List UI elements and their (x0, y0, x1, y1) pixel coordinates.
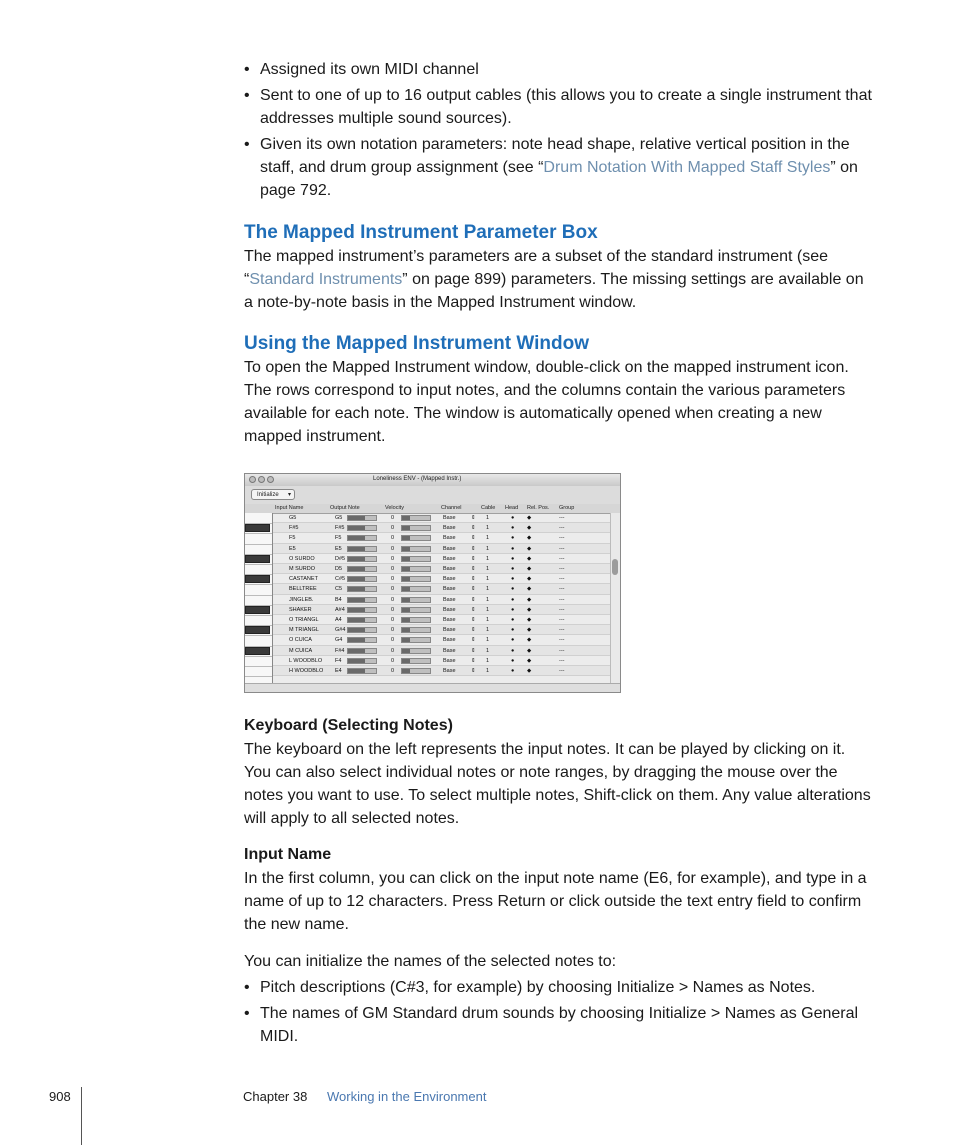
channel-stepper-icon[interactable]: ⇕ (471, 647, 476, 654)
cell-name[interactable]: BELLTREE (289, 586, 317, 593)
cell-head[interactable]: ● (511, 566, 515, 572)
cell-name[interactable]: G5 (289, 515, 297, 521)
output-note-bar[interactable] (347, 586, 377, 592)
channel-stepper-icon[interactable]: ⇕ (471, 545, 476, 552)
white-key-divider (245, 533, 272, 534)
cell-pos[interactable]: ◆ (527, 668, 532, 674)
cell-chan[interactable]: Base (443, 535, 456, 542)
window-toolbar (245, 486, 620, 505)
cell-name[interactable]: JINGLEB. (289, 596, 314, 603)
velocity-bar[interactable] (401, 525, 431, 531)
cell-note[interactable]: G#4 (335, 627, 346, 634)
section-paragraph: In the first column, you can click on the input note name (E6, for example), and type in a name of up to 12 characters. Press Return or click outside the text entry field to confirm the new name. (244, 870, 867, 933)
cell-head[interactable]: ● (511, 657, 515, 664)
cell-note[interactable]: F#4 (335, 647, 345, 654)
table-row[interactable] (273, 646, 611, 656)
bullet-text: Assigned its own MIDI channel (260, 61, 479, 78)
cell-pos[interactable]: ◆ (527, 535, 532, 542)
section-heading-mapped-window: Using the Mapped Instrument Window (244, 333, 589, 354)
output-note-bar[interactable] (347, 668, 377, 674)
table-row[interactable] (273, 544, 611, 554)
initialize-menu[interactable] (251, 489, 295, 500)
cell-chan[interactable]: Base (443, 668, 456, 674)
output-note-bar[interactable] (347, 648, 377, 654)
black-key[interactable] (245, 647, 270, 655)
output-note-bar[interactable] (347, 546, 377, 552)
cell-chan[interactable]: Base (443, 525, 456, 532)
cell-pos[interactable]: ◆ (527, 596, 532, 603)
cell-vel[interactable]: 0 (391, 555, 395, 562)
cell-name[interactable]: F5 (289, 535, 296, 542)
table-row[interactable] (273, 595, 611, 605)
white-key-divider (245, 564, 272, 565)
velocity-bar[interactable] (401, 515, 431, 521)
channel-stepper-icon[interactable]: ⇕ (471, 535, 476, 542)
cell-pos[interactable]: ◆ (527, 555, 532, 562)
channel-stepper-icon[interactable]: ⇕ (471, 525, 476, 532)
cell-head[interactable]: ● (511, 596, 515, 603)
cell-name[interactable]: E5 (289, 545, 296, 552)
initialize-bullet-list (244, 976, 874, 1051)
output-note-bar[interactable] (347, 566, 377, 572)
cell-name[interactable]: L WOODBLO (289, 657, 323, 664)
window-title: Loneliness ENV - (Mapped Instr.) (373, 476, 462, 482)
cell-note[interactable]: A#4 (335, 606, 345, 613)
cell-pos[interactable]: ◆ (527, 606, 532, 613)
output-note-bar[interactable] (347, 658, 377, 664)
table-row[interactable] (273, 625, 611, 635)
cell-group[interactable]: --- (559, 617, 565, 623)
cell-vel[interactable]: 0 (391, 515, 395, 521)
intro-bullet-list (244, 58, 874, 205)
cell-cable[interactable]: 1 (486, 637, 490, 644)
cell-chan[interactable]: Base (443, 606, 456, 613)
velocity-bar[interactable] (401, 576, 431, 582)
cell-pos[interactable]: ◆ (527, 515, 532, 521)
table-row[interactable] (273, 533, 611, 543)
cell-vel[interactable]: 0 (391, 596, 395, 603)
bullet-text: The names of GM Standard drum sounds by choosing Initialize > Names as General MIDI. (260, 1005, 859, 1045)
cell-cable[interactable]: 1 (486, 555, 490, 562)
cell-vel[interactable]: 0 (391, 637, 395, 644)
velocity-bar[interactable] (401, 566, 431, 572)
cell-note[interactable]: C5 (335, 586, 343, 593)
cell-pos[interactable]: ◆ (527, 657, 532, 664)
scroll-thumb[interactable] (612, 559, 618, 575)
table-row[interactable] (273, 564, 611, 574)
channel-stepper-icon[interactable]: ⇕ (471, 668, 476, 674)
cell-head[interactable]: ● (511, 586, 515, 593)
cell-name[interactable]: O SURDO (289, 555, 315, 562)
column-header[interactable]: Input Name (275, 505, 304, 511)
cell-note[interactable]: F4 (335, 657, 342, 664)
output-note-bar[interactable] (347, 617, 377, 623)
cell-note[interactable]: A4 (335, 617, 342, 623)
cell-group[interactable]: --- (559, 668, 565, 674)
mapped-instrument-window (244, 473, 621, 693)
cell-vel[interactable]: 0 (391, 535, 395, 542)
cell-name[interactable]: F#5 (289, 525, 299, 532)
cell-group[interactable]: --- (559, 555, 565, 562)
cell-pos[interactable]: ◆ (527, 647, 532, 654)
cell-head[interactable]: ● (511, 576, 515, 583)
table-row[interactable] (273, 584, 611, 594)
cell-note[interactable]: F#5 (335, 525, 345, 532)
section-paragraph: To open the Mapped Instrument window, double-click on the mapped instrument icon. The rows correspond to input notes, and the columns contain the various parameters available for each note. The window is automatically opened when creating a new mapped instrument. (244, 359, 849, 445)
cell-cable[interactable]: 1 (486, 535, 490, 542)
cell-chan[interactable]: Base (443, 596, 456, 603)
bullet-text: Pitch descriptions (C#3, for example) by choosing Initialize > Names as Notes. (260, 979, 816, 996)
velocity-bar[interactable] (401, 607, 431, 613)
cell-vel[interactable]: 0 (391, 525, 395, 532)
cell-head[interactable]: ● (511, 647, 515, 654)
velocity-bar[interactable] (401, 617, 431, 623)
channel-stepper-icon[interactable]: ⇕ (471, 617, 476, 623)
cell-head[interactable]: ● (511, 515, 515, 521)
cell-group[interactable]: --- (559, 545, 565, 552)
cell-chan[interactable]: Base (443, 617, 456, 623)
cell-group[interactable]: --- (559, 576, 565, 583)
para-text: The mapped instrument’s parameters are a subset of the standard instrument (see “ (244, 248, 829, 288)
velocity-bar[interactable] (401, 546, 431, 552)
subheading-input-name: Input Name (244, 846, 332, 863)
channel-stepper-icon[interactable]: ⇕ (471, 606, 476, 613)
cell-name[interactable]: O TRIANGL (289, 617, 319, 623)
table-row[interactable] (273, 574, 611, 584)
velocity-bar[interactable] (401, 597, 431, 603)
cell-vel[interactable]: 0 (391, 617, 395, 623)
bullet-item (244, 1002, 874, 1048)
white-key-divider (245, 676, 272, 677)
cell-group[interactable]: --- (559, 525, 565, 532)
page-number: 908 (49, 1089, 71, 1104)
output-note-bar[interactable] (347, 607, 377, 613)
channel-stepper-icon[interactable]: ⇕ (471, 627, 476, 634)
cell-pos[interactable]: ◆ (527, 637, 532, 644)
cell-chan[interactable]: Base (443, 657, 456, 664)
bullet-item (244, 976, 874, 999)
white-key-divider (245, 615, 272, 616)
velocity-bar[interactable] (401, 668, 431, 674)
velocity-bar[interactable] (401, 627, 431, 633)
bullet-item (244, 133, 874, 202)
cell-group[interactable]: --- (559, 566, 565, 572)
cell-group[interactable]: --- (559, 586, 565, 593)
cell-head[interactable]: ● (511, 637, 515, 644)
cell-head[interactable]: ● (511, 606, 515, 613)
cell-note[interactable]: B4 (335, 596, 342, 603)
cell-note[interactable]: G4 (335, 637, 343, 644)
cell-chan[interactable]: Base (443, 647, 456, 654)
section-heading-parameter-box: The Mapped Instrument Parameter Box (244, 222, 598, 243)
cell-pos[interactable]: ◆ (527, 545, 532, 552)
white-key-divider (245, 656, 272, 657)
table-row[interactable] (273, 554, 611, 564)
channel-stepper-icon[interactable]: ⇕ (471, 576, 476, 583)
cell-vel[interactable]: 0 (391, 576, 395, 583)
cell-note[interactable]: C#5 (335, 576, 346, 583)
column-header[interactable]: Channel (441, 505, 462, 511)
horizontal-scrollbar[interactable] (245, 683, 620, 692)
section-paragraph: The keyboard on the left represents the input notes. It can be played by clicking on it. You can also select individual notes or note ranges, by dragging the mouse over the notes you want to use. To select multiple notes, Shift-click on them. Any value alterations will apply to all selected notes. (244, 741, 871, 827)
section-paragraph (244, 245, 874, 314)
velocity-bar[interactable] (401, 648, 431, 654)
cell-chan[interactable]: Base (443, 515, 456, 521)
output-note-bar[interactable] (347, 597, 377, 603)
table-row[interactable] (273, 666, 611, 676)
output-note-bar[interactable] (347, 556, 377, 562)
velocity-bar[interactable] (401, 637, 431, 643)
drum-notation-link[interactable]: Drum Notation With Mapped Staff Styles (543, 159, 831, 176)
standard-instruments-link[interactable]: Standard Instruments (249, 271, 403, 288)
channel-stepper-icon[interactable]: ⇕ (471, 657, 476, 664)
bullet-text: Sent to one of up to 16 output cables (this allows you to create a single instrument that addresses multiple sound sources). (260, 87, 872, 127)
table-row[interactable] (273, 656, 611, 666)
cell-group[interactable]: --- (559, 627, 565, 634)
channel-stepper-icon[interactable]: ⇕ (471, 637, 476, 644)
cell-head[interactable]: ● (511, 525, 515, 532)
cell-note[interactable]: E4 (335, 668, 342, 674)
black-key[interactable] (245, 524, 270, 532)
cell-cable[interactable]: 1 (486, 627, 490, 634)
output-note-bar[interactable] (347, 637, 377, 643)
cell-cable[interactable]: 1 (486, 545, 490, 552)
cell-head[interactable]: ● (511, 627, 515, 634)
cell-cable[interactable]: 1 (486, 617, 490, 623)
table-row[interactable] (273, 605, 611, 615)
bullet-item (244, 84, 874, 130)
table-row[interactable] (273, 635, 611, 645)
cell-pos[interactable]: ◆ (527, 566, 532, 572)
cell-vel[interactable]: 0 (391, 586, 395, 593)
output-note-bar[interactable] (347, 515, 377, 521)
cell-vel[interactable]: 0 (391, 647, 395, 654)
velocity-bar[interactable] (401, 556, 431, 562)
cell-head[interactable]: ● (511, 617, 515, 623)
cell-pos[interactable]: ◆ (527, 617, 532, 623)
cell-note[interactable]: D5 (335, 566, 343, 572)
footer-chapter: Chapter 38 (243, 1089, 308, 1104)
cell-vel[interactable]: 0 (391, 627, 395, 634)
initialize-label: Initialize (257, 492, 279, 498)
output-note-bar[interactable] (347, 525, 377, 531)
table-row[interactable] (273, 513, 611, 523)
cell-vel[interactable]: 0 (391, 545, 395, 552)
table-row[interactable] (273, 615, 611, 625)
cell-group[interactable]: --- (559, 515, 565, 521)
black-key[interactable] (245, 606, 270, 614)
cell-name[interactable]: H WOODBLO (289, 668, 324, 674)
note-table (273, 513, 611, 685)
white-key-divider (245, 666, 272, 667)
cell-pos[interactable]: ◆ (527, 586, 532, 593)
cell-cable[interactable]: 1 (486, 576, 490, 583)
cell-chan[interactable]: Base (443, 566, 456, 572)
cell-note[interactable]: F5 (335, 535, 342, 542)
cell-pos[interactable]: ◆ (527, 627, 532, 634)
bullet-item (244, 58, 874, 81)
bullet-text: Given its own notation parameters: note head shape, relative vertical position in the staff, and drum group assignment (see “ (260, 136, 850, 176)
cell-vel[interactable]: 0 (391, 606, 395, 613)
output-note-bar[interactable] (347, 535, 377, 541)
cell-cable[interactable]: 1 (486, 657, 490, 664)
cell-name[interactable]: CASTANET (289, 576, 318, 583)
section-paragraph: You can initialize the names of the selected notes to: (244, 953, 617, 970)
cell-head[interactable]: ● (511, 535, 515, 542)
cell-vel[interactable]: 0 (391, 566, 395, 572)
cell-cable[interactable]: 1 (486, 586, 490, 593)
footer-chapter-title[interactable]: Working in the Environment (327, 1089, 487, 1104)
vertical-scrollbar[interactable] (610, 513, 620, 685)
white-key-divider (245, 544, 272, 545)
column-header[interactable]: Head (505, 505, 519, 511)
cell-cable[interactable]: 1 (486, 647, 490, 654)
piano-keyboard[interactable] (245, 513, 273, 685)
cell-cable[interactable]: 1 (486, 596, 490, 603)
cell-cable[interactable]: 1 (486, 515, 490, 521)
cell-head[interactable]: ● (511, 545, 515, 552)
channel-stepper-icon[interactable]: ⇕ (471, 515, 476, 521)
column-header[interactable]: Velocity (385, 505, 404, 511)
cell-head[interactable]: ● (511, 555, 515, 562)
output-note-bar[interactable] (347, 627, 377, 633)
cell-chan[interactable]: Base (443, 586, 456, 593)
cell-name[interactable]: O CUICA (289, 637, 312, 644)
cell-group[interactable]: --- (559, 647, 565, 654)
cell-name[interactable]: M TRIANGL (289, 627, 319, 634)
bullet-text-tail: ” on page 792. (260, 159, 858, 199)
white-key-divider (245, 595, 272, 596)
subheading-keyboard: Keyboard (Selecting Notes) (244, 717, 453, 734)
output-note-bar[interactable] (347, 576, 377, 582)
chevron-down-icon: ▾ (287, 492, 291, 498)
cell-name[interactable]: M CUICA (289, 647, 313, 654)
cell-pos[interactable]: ◆ (527, 525, 532, 532)
velocity-bar[interactable] (401, 535, 431, 541)
column-header[interactable]: Cable (481, 505, 496, 511)
white-key-divider (245, 635, 272, 636)
velocity-bar[interactable] (401, 586, 431, 592)
cell-cable[interactable]: 1 (486, 668, 490, 674)
cell-cable[interactable]: 1 (486, 606, 490, 613)
black-key[interactable] (245, 555, 270, 563)
black-key[interactable] (245, 626, 270, 634)
white-key-divider (245, 584, 272, 585)
cell-pos[interactable]: ◆ (527, 576, 532, 583)
cell-vel[interactable]: 0 (391, 668, 395, 674)
footer-divider (81, 1087, 82, 1145)
table-row[interactable] (273, 523, 611, 533)
minimize-icon[interactable] (258, 476, 265, 483)
cell-group[interactable]: --- (559, 637, 565, 644)
cell-group[interactable]: --- (559, 657, 565, 664)
cell-head[interactable]: ● (511, 668, 515, 674)
channel-stepper-icon[interactable]: ⇕ (471, 555, 476, 562)
cell-note[interactable]: E5 (335, 545, 342, 552)
channel-stepper-icon[interactable]: ⇕ (471, 596, 476, 603)
column-header[interactable]: Group (559, 505, 575, 511)
cell-name[interactable]: M SURDO (289, 566, 315, 572)
cell-note[interactable]: G5 (335, 515, 343, 521)
cell-chan[interactable]: Base (443, 555, 456, 562)
column-header[interactable]: Rel. Pos. (527, 505, 550, 511)
cell-chan[interactable]: Base (443, 637, 456, 644)
velocity-bar[interactable] (401, 658, 431, 664)
column-header[interactable]: Output Note (330, 505, 360, 511)
cell-group[interactable]: --- (559, 535, 565, 542)
cell-vel[interactable]: 0 (391, 657, 395, 664)
cell-chan[interactable]: Base (443, 627, 456, 634)
zoom-icon[interactable] (267, 476, 274, 483)
close-icon[interactable] (249, 476, 256, 483)
cell-note[interactable]: D#5 (335, 555, 346, 562)
channel-stepper-icon[interactable]: ⇕ (471, 586, 476, 593)
cell-cable[interactable]: 1 (486, 566, 490, 572)
cell-group[interactable]: --- (559, 596, 565, 603)
cell-chan[interactable]: Base (443, 545, 456, 552)
cell-chan[interactable]: Base (443, 576, 456, 583)
para-text-tail: ” on page 899) parameters. The missing settings are available on a note-by-note basis in the Mapped Instrument window. (244, 271, 864, 311)
cell-cable[interactable]: 1 (486, 525, 490, 532)
cell-group[interactable]: --- (559, 606, 565, 613)
black-key[interactable] (245, 575, 270, 583)
channel-stepper-icon[interactable]: ⇕ (471, 566, 476, 572)
cell-name[interactable]: SHAKER (289, 606, 312, 613)
